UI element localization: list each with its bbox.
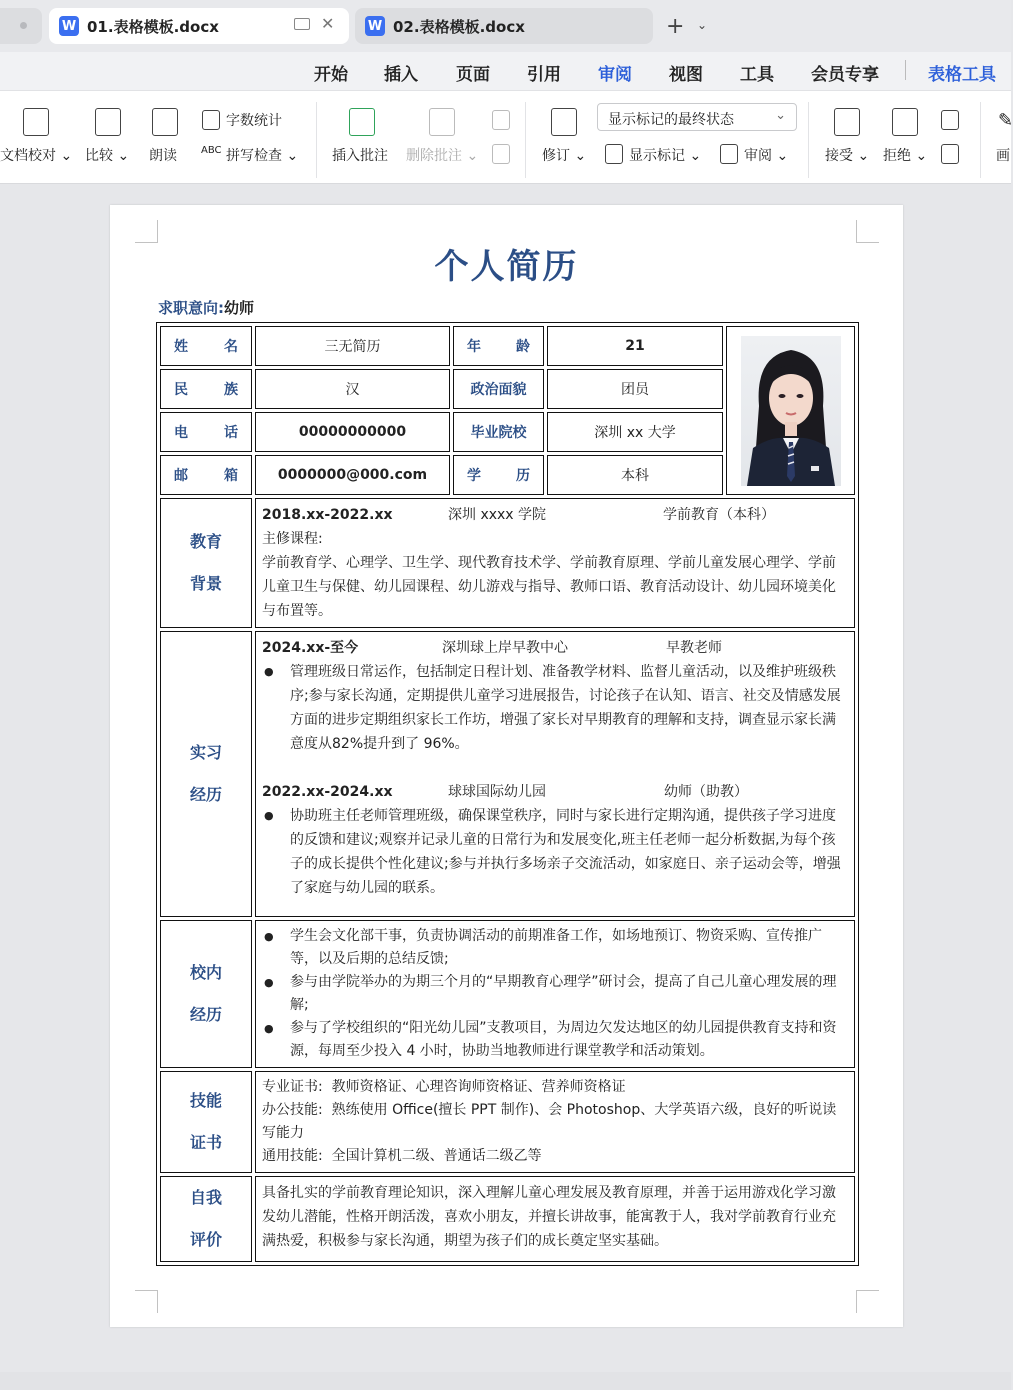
table-row bbox=[160, 920, 855, 1068]
skill-line: 专业证书: 教师资格证、心理咨询师资格证、营养师资格证 bbox=[262, 1079, 626, 1095]
monitor-icon[interactable] bbox=[294, 18, 310, 30]
value-name[interactable]: 三无简历 bbox=[255, 326, 450, 366]
menu-bar bbox=[0, 52, 1011, 90]
review-pane-button[interactable]: 审阅 ⌄ bbox=[744, 148, 789, 164]
self-eval-content[interactable]: 具备扎实的学前教育理论知识，深入理解儿童心理发展及教育原理，并善于运用游戏化学习激发幼儿潜能，性格开朗活泼，喜欢小朋友，并擅长讲故事，能寓教于人，我对学前教育行业充满热爱，积极参与家长沟通，期望为孩子们的成长奠定坚实基础。 bbox=[255, 1176, 855, 1262]
table-row bbox=[160, 326, 855, 366]
label-phone: 电话 bbox=[160, 412, 252, 452]
menu-page[interactable]: 页面 bbox=[456, 65, 490, 85]
menu-review[interactable]: 审阅 bbox=[598, 60, 632, 85]
status-bar bbox=[0, 1372, 1011, 1390]
delete-comment-icon bbox=[429, 108, 455, 136]
insert-comment-button[interactable]: 插入批注 bbox=[332, 148, 388, 164]
crop-mark bbox=[135, 1290, 158, 1313]
tab-label: 01.表格模板.docx bbox=[87, 17, 219, 36]
doc-check-icon bbox=[23, 108, 49, 136]
ribbon-toolbar bbox=[0, 90, 1011, 184]
accept-button[interactable]: 接受 ⌄ bbox=[825, 148, 870, 164]
show-markup-button[interactable]: 显示标记 ⌄ bbox=[629, 148, 702, 164]
spell-check-button[interactable]: 拼写检查 ⌄ bbox=[226, 148, 299, 164]
label-degree: 学历 bbox=[453, 455, 544, 495]
label-political: 政治面貌 bbox=[453, 369, 544, 409]
campus-label-cell bbox=[160, 920, 252, 1068]
prev-comment-icon[interactable] bbox=[492, 110, 510, 130]
spell-check-icon: ABC bbox=[201, 145, 222, 156]
courses-list: 学前教育学、心理学、卫生学、现代教育技术学、学前教育原理、学前儿童发展心理学、学前儿童卫生与保健、幼儿园课程、幼儿游戏与指导、教师口语、教育活动设计、幼儿园环境美化与布置等。 bbox=[262, 555, 836, 619]
insert-comment-icon bbox=[349, 108, 375, 136]
job-header: 2022.xx-2024.xx 球球国际幼儿园 幼师（助教） bbox=[262, 784, 748, 800]
label-name: 姓名 bbox=[160, 326, 252, 366]
read-aloud-icon bbox=[152, 108, 178, 136]
compare-icon bbox=[95, 108, 121, 136]
prev-change-icon[interactable] bbox=[941, 110, 959, 130]
self-eval-label: 自我 评价 bbox=[189, 1188, 222, 1249]
show-markup-icon bbox=[605, 144, 623, 164]
label-email: 邮箱 bbox=[160, 455, 252, 495]
job-header: 2024.xx-至今 深圳球上岸早教中心 早教老师 bbox=[262, 640, 722, 656]
revise-icon bbox=[551, 108, 577, 136]
table-row bbox=[160, 1176, 855, 1262]
label-age: 年龄 bbox=[453, 326, 544, 366]
campus-content[interactable] bbox=[255, 920, 855, 1068]
chevron-down-icon[interactable]: ⌄ bbox=[697, 18, 708, 32]
revise-button[interactable]: 修订 ⌄ bbox=[542, 148, 587, 164]
courses-title: 主修课程: bbox=[262, 531, 323, 547]
menu-tools[interactable]: 工具 bbox=[740, 65, 774, 85]
ribbon-divider bbox=[808, 102, 809, 178]
value-age[interactable]: 21 bbox=[547, 326, 723, 366]
tab-document-01[interactable] bbox=[49, 8, 349, 44]
chevron-down-icon: ⌄ bbox=[775, 108, 786, 123]
menu-insert[interactable]: 插入 bbox=[384, 65, 418, 85]
markup-state-select[interactable]: 显示标记的最终状态 ⌄ bbox=[597, 103, 797, 131]
self-eval-label-cell bbox=[160, 1176, 252, 1262]
value-ethnicity[interactable]: 汉 bbox=[255, 369, 450, 409]
new-tab-button[interactable]: + bbox=[666, 14, 685, 39]
ribbon-divider bbox=[980, 102, 981, 178]
ribbon-divider bbox=[316, 102, 317, 178]
campus-label: 校内 经历 bbox=[189, 963, 222, 1024]
table-row bbox=[160, 1071, 855, 1173]
label-ethnicity: 民族 bbox=[160, 369, 252, 409]
menu-start[interactable]: 开始 bbox=[314, 65, 348, 85]
profile-photo[interactable] bbox=[741, 336, 841, 486]
tab-label: 02.表格模板.docx bbox=[393, 17, 525, 36]
word-count-button[interactable]: 字数统计 bbox=[226, 113, 282, 129]
resume-title: 个人简历 bbox=[434, 247, 579, 287]
education-content[interactable] bbox=[255, 498, 855, 628]
value-phone[interactable]: 00000000000 bbox=[255, 412, 450, 452]
crop-mark bbox=[856, 1290, 879, 1313]
list-item: ● 参与了学校组织的“阳光幼儿园”支教项目，为周边欠发达地区的幼儿园提供教育支持和资源，每周至少投入 4 小时，协助当地教师进行课堂教学和活动策划。 bbox=[262, 1017, 848, 1063]
doc-check-button[interactable]: 文档校对 ⌄ bbox=[0, 148, 73, 164]
accept-icon bbox=[834, 108, 860, 136]
resume-table bbox=[156, 322, 859, 1266]
value-email[interactable]: 0000000@000.com bbox=[255, 455, 450, 495]
list-item: ● 学生会文化部干事，负责协调活动的前期准备工作，如场地预订、物资采购、宣传推广等，以及后期的总结反馈; bbox=[262, 925, 848, 971]
pen-icon: ✎ bbox=[998, 110, 1013, 131]
ribbon-divider bbox=[525, 102, 526, 178]
document-page[interactable] bbox=[110, 205, 903, 1327]
skill-line: 办公技能: 熟练使用 Office(擅长 PPT 制作)、会 Photoshop、大学英语六级，良好的听说读写能力 bbox=[262, 1102, 837, 1141]
review-pane-icon bbox=[720, 144, 738, 164]
internship-label-cell bbox=[160, 631, 252, 917]
job-description: ● 协助班主任老师管理班级，确保课堂秩序，同时与家长进行定期沟通，提供孩子学习进度的反馈和建议;观察并记录儿童的日常行为和发展变化,班主任老师一起分析数据,为每个孩子的成长提供个性化建议;参与并执行多场亲子交流活动，如家庭日、亲子运动会等，增强了家庭与幼儿园的联系。 bbox=[262, 804, 848, 900]
word-doc-icon: W bbox=[59, 16, 79, 36]
collapsed-tab[interactable] bbox=[0, 8, 42, 44]
education-label: 教育 背景 bbox=[189, 532, 222, 593]
read-aloud-button[interactable]: 朗读 bbox=[149, 148, 177, 164]
word-doc-icon: W bbox=[365, 16, 385, 36]
job-intent: 求职意向:幼师 bbox=[158, 299, 255, 317]
portrait-image bbox=[741, 336, 841, 486]
menu-reference[interactable]: 引用 bbox=[527, 65, 561, 85]
next-comment-icon[interactable] bbox=[492, 144, 510, 164]
value-political[interactable]: 团员 bbox=[547, 369, 723, 409]
table-row bbox=[160, 498, 855, 628]
menu-view[interactable]: 视图 bbox=[669, 65, 703, 85]
delete-comment-button[interactable]: 删除批注 ⌄ bbox=[406, 148, 479, 164]
compare-button[interactable]: 比较 ⌄ bbox=[85, 148, 130, 164]
value-degree[interactable]: 本科 bbox=[547, 455, 723, 495]
list-item: ● 参与由学院举办的为期三个月的“早期教育心理学”研讨会，提高了自己儿童心理发展的理解; bbox=[262, 971, 848, 1017]
dot-icon bbox=[20, 22, 27, 29]
tab-bar bbox=[0, 0, 1011, 52]
tab-document-02[interactable] bbox=[355, 8, 653, 44]
menu-divider bbox=[905, 60, 906, 80]
job-description: ● 管理班级日常运作，包括制定日程计划、准备教学材料、监督儿童活动，以及维护班级秩序;参与家长沟通，定期提供儿童学习进展报告，讨论孩子在认知、语言、社交及情感发展方面的进步定期组织家长工作坊，增强了家长对早期教育的理解和支持，调查显示家长满意度从82%提升到了 96%。 bbox=[262, 660, 848, 756]
internship-content[interactable] bbox=[255, 631, 855, 917]
menu-member[interactable]: 会员专享 bbox=[811, 65, 879, 85]
reject-icon bbox=[892, 108, 918, 136]
education-header: 2018.xx-2022.xx 深圳 xxxx 学院 学前教育（本科） bbox=[262, 507, 775, 523]
education-label-cell bbox=[160, 498, 252, 628]
skill-line: 通用技能: 全国计算机二级、普通话二级乙等 bbox=[262, 1148, 542, 1164]
skills-label: 技能 证书 bbox=[189, 1091, 222, 1152]
close-icon[interactable]: ✕ bbox=[321, 14, 335, 33]
value-school[interactable]: 深圳 xx 大学 bbox=[547, 412, 723, 452]
internship-label: 实习 经历 bbox=[189, 743, 222, 804]
reject-button[interactable]: 拒绝 ⌄ bbox=[883, 148, 928, 164]
menu-table-tools[interactable]: 表格工具 bbox=[928, 65, 996, 85]
word-count-icon bbox=[202, 110, 220, 130]
draw-button[interactable]: 画 bbox=[996, 148, 1010, 164]
label-school: 毕业院校 bbox=[453, 412, 544, 452]
next-change-icon[interactable] bbox=[941, 144, 959, 164]
skills-label-cell bbox=[160, 1071, 252, 1173]
skills-content[interactable] bbox=[255, 1071, 855, 1173]
table-row bbox=[160, 631, 855, 917]
photo-cell bbox=[726, 326, 855, 495]
